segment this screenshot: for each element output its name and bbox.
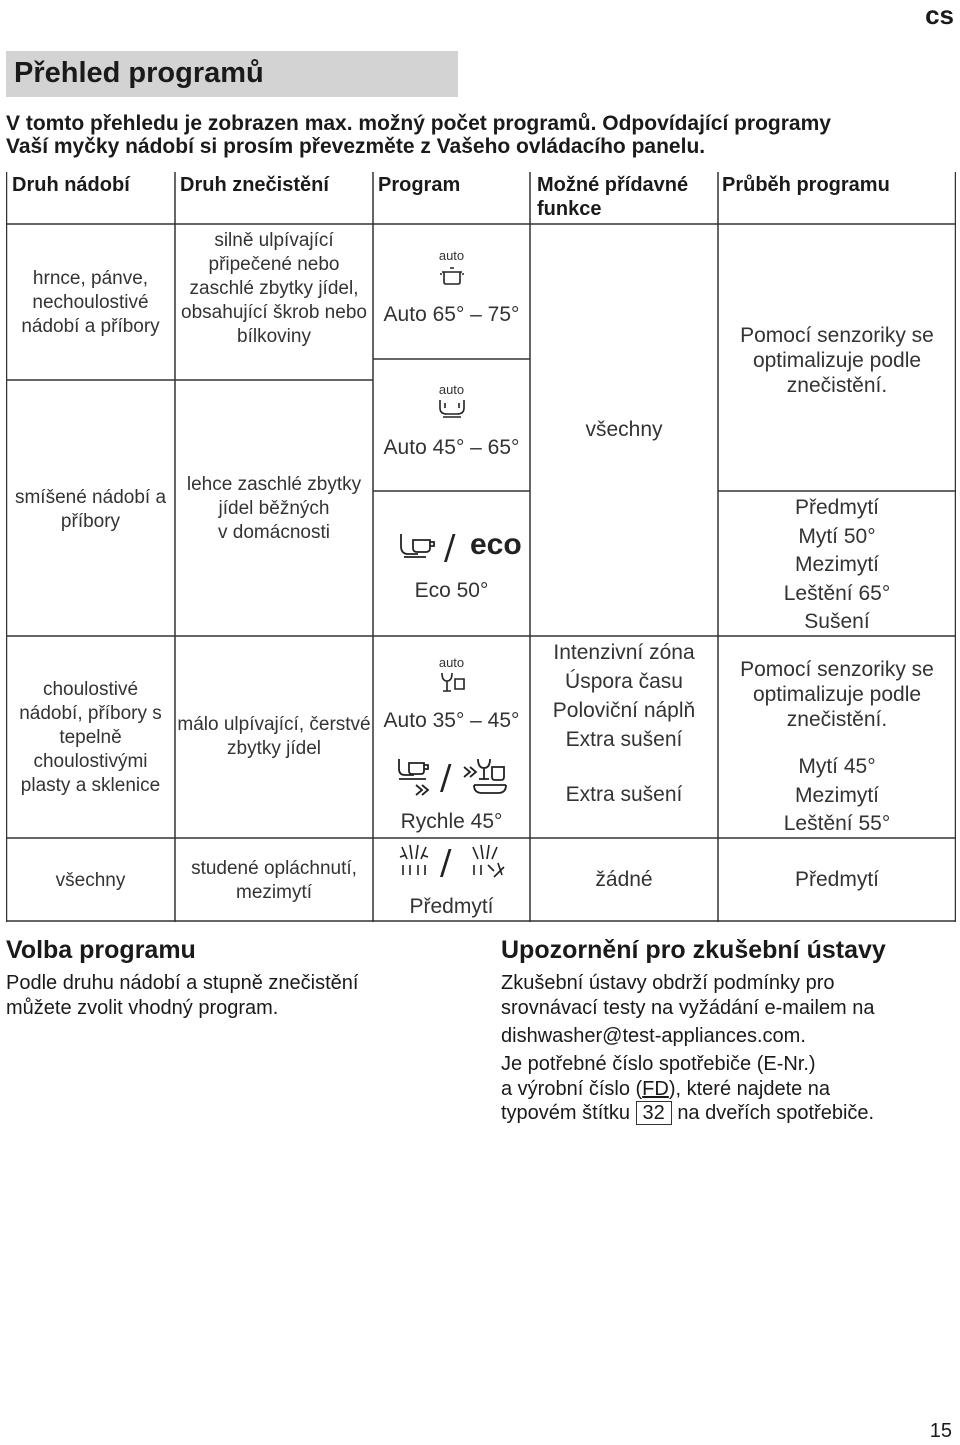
- soil-heavy: silně ulpívající připečené nebo zaschlé zbytky jídel, obsahující škrob nebo bílkoviny: [181, 230, 367, 347]
- glass-icon: [440, 671, 466, 695]
- rinse-half-icon: [468, 841, 508, 883]
- upozorneni-line-2: srovnávací testy na vyžádání e-mailem na: [501, 997, 875, 1019]
- program-auto35: Auto 35° – 45°: [383, 709, 520, 732]
- quick-dishes-icon: [396, 757, 436, 799]
- extra-rychle: Extra sušení: [565, 783, 683, 806]
- program-rychle45: Rychle 45°: [400, 810, 503, 833]
- course-sensor-2: Pomocí senzoriky se optimalizuje podle znečistění.: [740, 658, 934, 731]
- pot-icon: [439, 264, 465, 286]
- header-program-course: Průběh programu: [722, 174, 890, 196]
- fd-code: FD: [642, 1078, 669, 1100]
- header-extra-functions-2: funkce: [537, 198, 602, 220]
- course-predmyti: Předmytí: [794, 868, 880, 891]
- soil-fresh: málo ulpívající, čerstvé zbytky jídel: [177, 714, 371, 759]
- rinse-icon: [398, 841, 434, 883]
- volba-line-1: Podle druhu nádobí a stupně znečistění: [6, 972, 359, 994]
- upozorneni-line-6: typovém štítku 32 na dveřích spotřebiče.: [501, 1102, 875, 1124]
- auto-label-1: auto: [438, 248, 465, 263]
- dish-type-mixed: smíšené nádobí a příbory: [14, 487, 167, 532]
- upozorneni-line-5: a výrobní číslo (FD), které najdete na: [501, 1078, 831, 1100]
- extra-none: žádné: [595, 868, 653, 891]
- course-eco: Předmytí Mytí 50° Mezimytí Leštění 65° Sušení: [783, 496, 891, 633]
- eco-dishes-icon: [398, 532, 438, 560]
- course-sensor-1: Pomocí senzoriky se optimalizuje podle znečistění.: [740, 324, 934, 397]
- header-dish-type: Druh nádobí: [12, 174, 130, 196]
- language-code: cs: [925, 0, 954, 30]
- program-auto45: Auto 45° – 65°: [383, 436, 520, 459]
- volba-line-2: můžete zvolit vhodný program.: [6, 997, 279, 1019]
- program-predmyti: Předmytí: [409, 895, 494, 918]
- header-soil-type: Druh znečistění: [180, 174, 329, 196]
- header-extra-functions: Možné přídavné: [537, 174, 689, 196]
- upozorneni-heading: Upozornění pro zkušební ústavy: [501, 936, 886, 964]
- figure-reference-box: 32: [636, 1101, 672, 1125]
- header-program: Program: [378, 174, 461, 196]
- course-rychle: Mytí 45° Mezimytí Leštění 55°: [783, 755, 891, 835]
- dish-type-all: všechny: [55, 870, 126, 891]
- upozorneni-line-4: Je potřebné číslo spotřebiče (E-Nr.): [501, 1053, 816, 1075]
- soil-rinse: studené opláchnutí, mezimytí: [191, 858, 357, 903]
- auto-label-2: auto: [438, 382, 465, 397]
- dishes-icon: [437, 398, 467, 420]
- volba-heading: Volba programu: [6, 936, 196, 964]
- program-auto65: Auto 65° – 75°: [383, 303, 520, 326]
- page-number: 15: [929, 1420, 952, 1442]
- intro-line-2: Vaší myčky nádobí si prosím převezměte z Vašeho ovládacího panelu.: [6, 135, 706, 158]
- dish-type-pots: hrnce, pánve, nechoulostivé nádobí a příbory: [21, 268, 160, 337]
- extra-group: Intenzivní zóna Úspora času Poloviční náplň Extra sušení: [552, 641, 696, 751]
- upozorneni-line-1: Zkušební ústavy obdrží podmínky pro: [501, 972, 835, 994]
- dish-type-delicate: choulostivé nádobí, příbory s tepelně choulostivými plasty a sklenice: [19, 679, 162, 796]
- soil-light: lehce zaschlé zbytky jídel běžných v domácnosti: [186, 474, 362, 543]
- slash-separator-2: /: [440, 758, 452, 798]
- quick-glass-icon: [462, 757, 508, 799]
- program-eco50: Eco 50°: [414, 579, 489, 602]
- extra-all: všechny: [585, 418, 663, 441]
- page-title: Přehled programů: [14, 57, 264, 89]
- slash-separator-1: /: [444, 528, 456, 568]
- upozorneni-email: dishwasher@test-appliances.com.: [501, 1025, 806, 1047]
- slash-separator-3: /: [440, 843, 452, 883]
- intro-line-1: V tomto přehledu je zobrazen max. možný počet programů. Odpovídající programy: [6, 112, 831, 135]
- eco-symbol: eco: [470, 528, 522, 561]
- auto-label-3: auto: [438, 655, 465, 670]
